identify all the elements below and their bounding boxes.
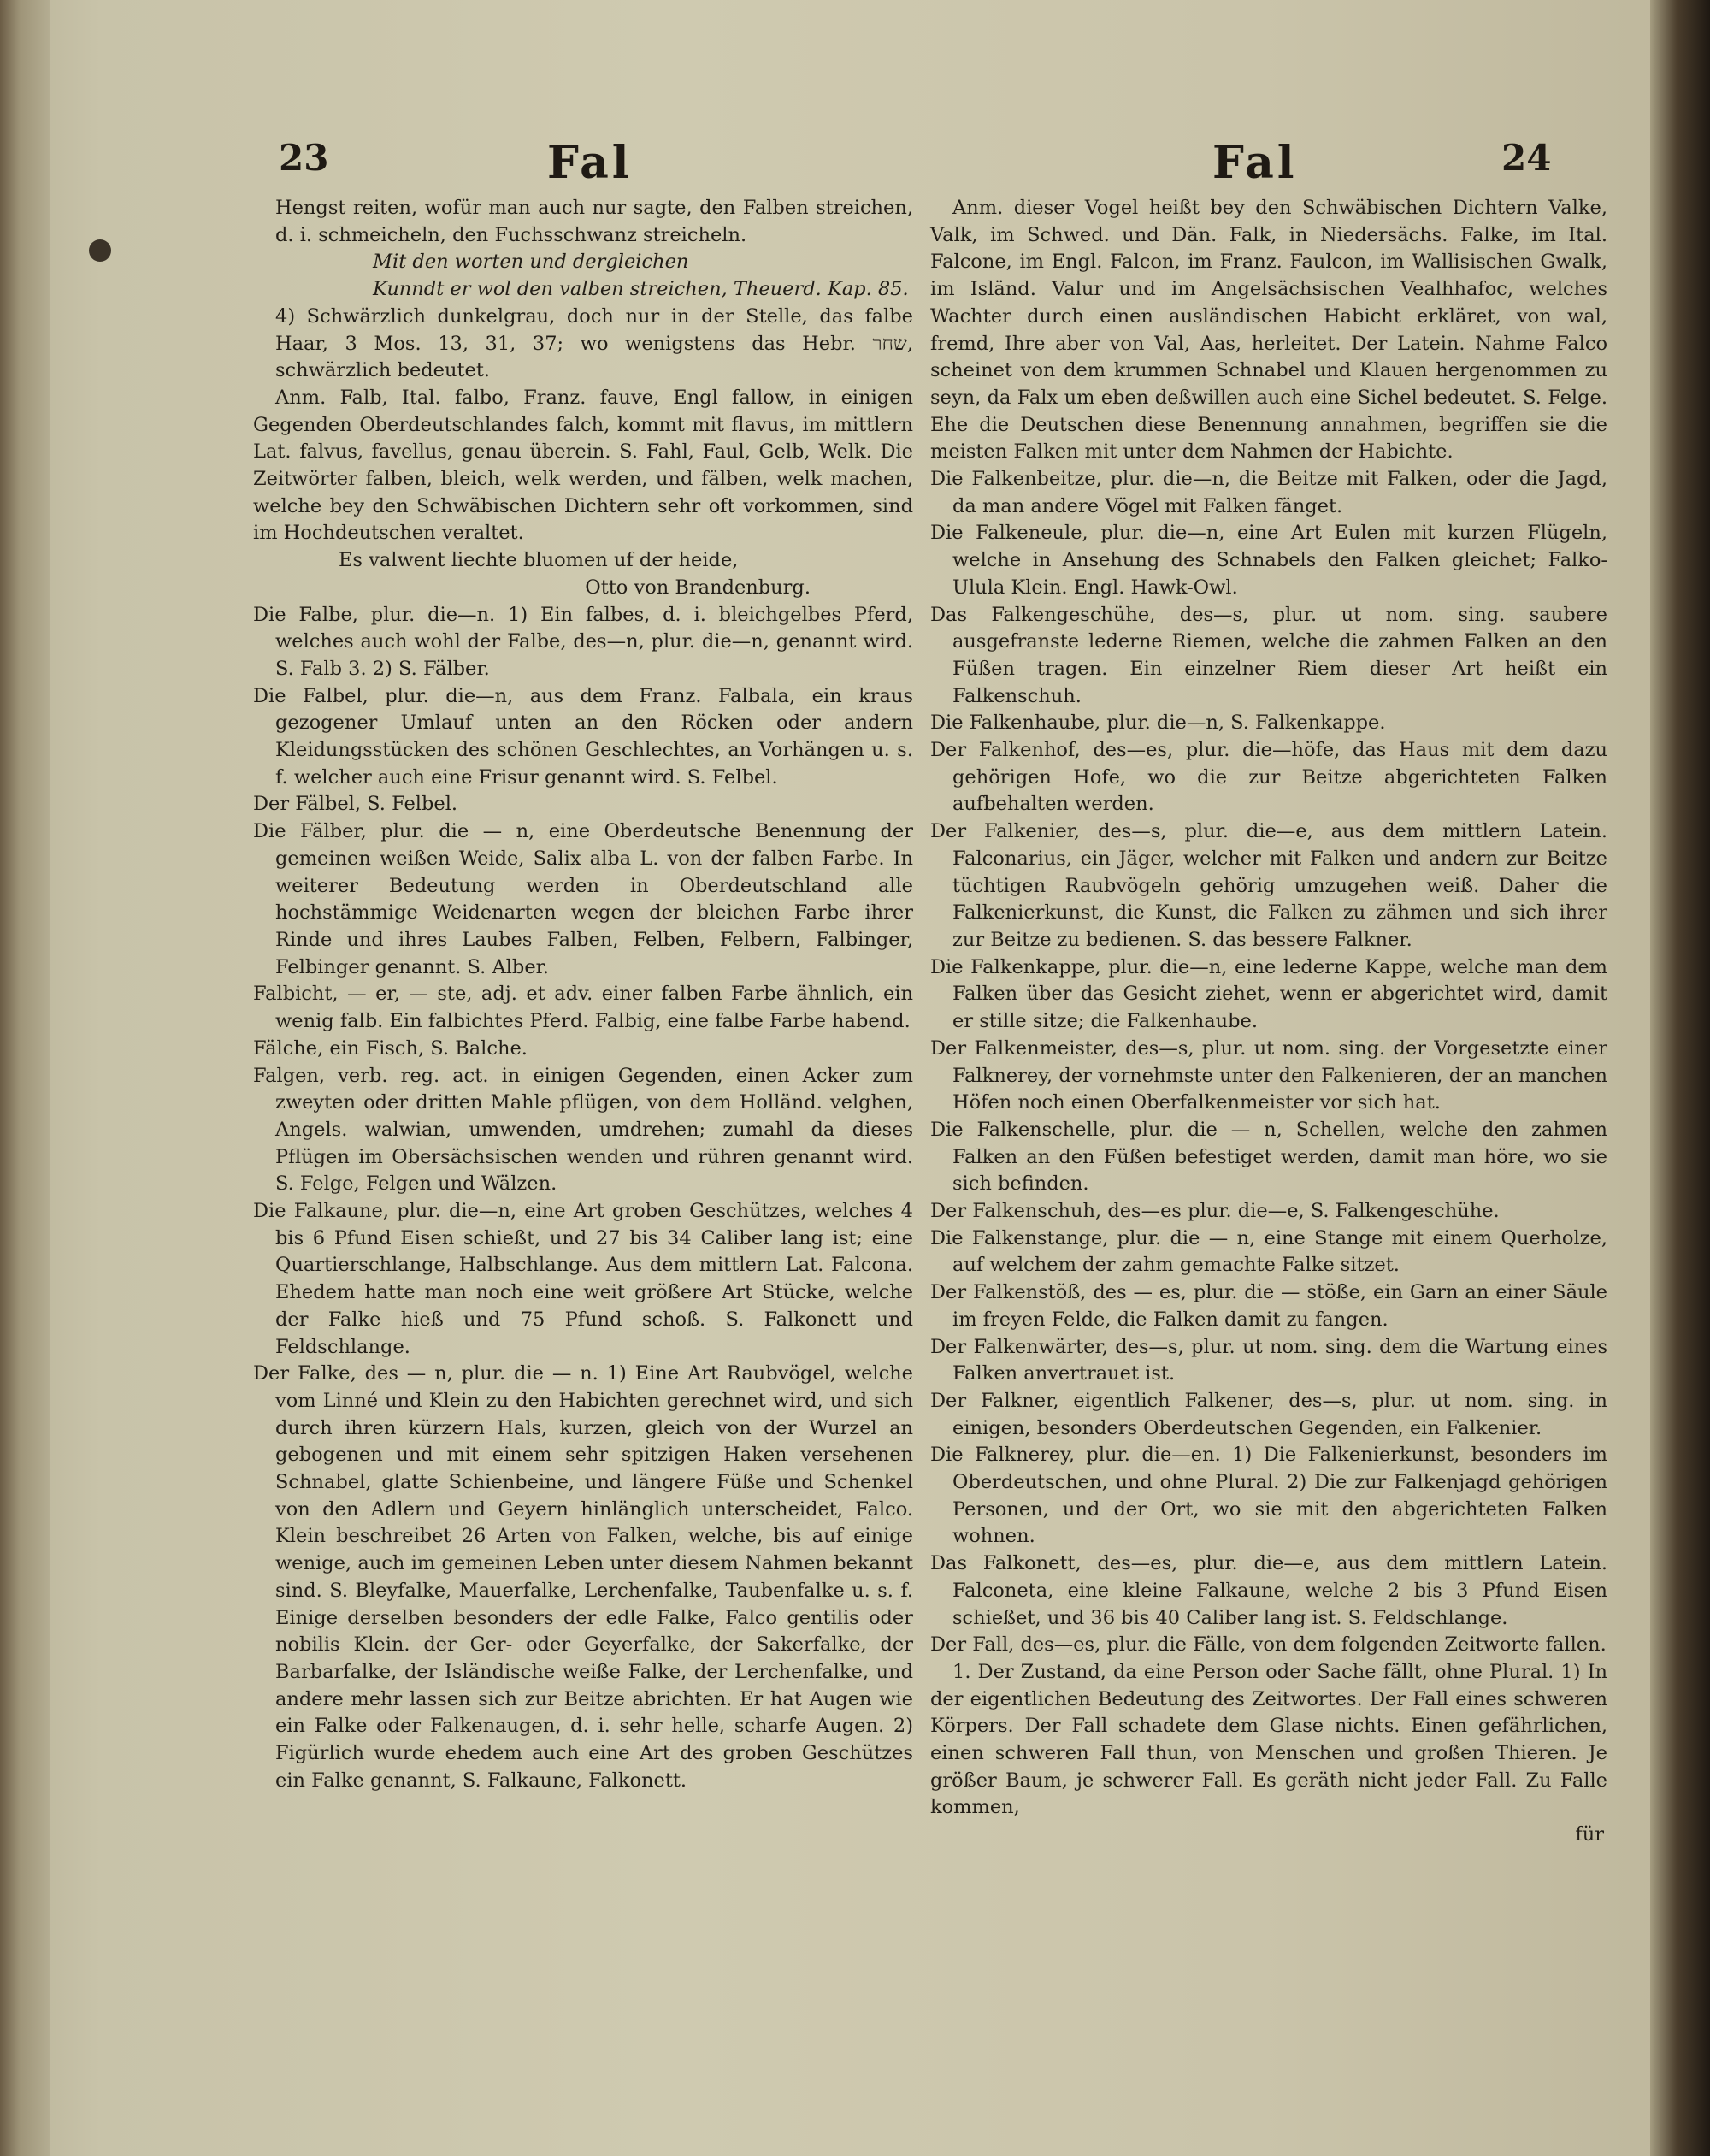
dictionary-entry: Fälche, ein Fisch, S. Balche.	[253, 1037, 528, 1060]
text-paragraph: Anm. Falb, Ital. falbo, Franz. fauve, Engl fallow, in einigen Gegenden Oberdeutschlandes falch, kommt mit flavus, im mittlern Lat. falvus, favellus, genau überein. S. Fahl, Faul, Gelb, Welk. Die Zeitwörter falben, bleich, welk werden, und fälben, welk machen, welche bey den Schwäbischen Dichtern sehr oft vorkommen, sind im Hochdeutschen veraltet.	[253, 386, 913, 545]
text-paragraph: Mit den worten und dergleichen	[373, 251, 689, 274]
binding-hole	[89, 239, 111, 262]
dictionary-entry: Die Fälber, plur. die — n, eine Oberdeutsche Benennung der gemeinen weißen Weide, Salix alba L. von der falben Farbe. In weiterer Bedeutung werden in Oberdeutschland alle hochstämmige Weidenarten wegen der bleichen Farbe ihrer Rinde und ihres Laubes Falben, Felben, Felbern, Falbinger, Felbinger genannt. S. Alber.	[253, 820, 913, 978]
dictionary-entry: Der Fälbel, S. Felbel.	[253, 793, 458, 816]
page-stack-edge	[0, 0, 50, 2156]
dictionary-entry: Der Falkenschuh, des—es plur. die—e, S. Falkengeschühe.	[930, 1200, 1500, 1223]
text-paragraph: Es valwent liechte bluomen uf der heide,	[339, 549, 739, 572]
dictionary-entry: Der Falke, des — n, plur. die — n. 1) Eine Art Raubvögel, welche vom Linné und Klein zu den Habichten gerechnet wird, und sich durch ihren kürzern Hals, kurzen, gleich von der Wurzel an gebogenen und mit einem sehr spitzigen Haken versehenen Schnabel, glatte Schienbeine, und längere Füße und Schenkel von den Adlern und Geyern hinlänglich unterscheidet, Falco. Klein beschreibet 26 Arten von Falken, welche, bis auf einige wenige, auch im gemeinen Leben unter diesem Nahmen bekannt sind. S. Bleyfalke, Mauerfalke, Lerchenfalke, Taubenfalke u. s. f. Einige derselben besonders der edle Falke, Falco gentilis oder nobilis Klein. der Ger- oder Geyerfalke, der Sakerfalke, der Barbarfalke, der Isländische weiße Falke, der Lerchenfalke, und andere mehr lassen sich zur Beitze abrichten. Er hat Augen wie ein Falke oder Falkenaugen, d. i. sehr helle, scharfe Augen. 2) Figürlich wurde ehedem auch eine Art des groben Geschützes ein Falke genannt, S. Falkaune, Falkonett.	[253, 1362, 913, 1792]
dictionary-entry: Der Falkenier, des—s, plur. die—e, aus dem mittlern Latein. Falconarius, ein Jäger, welcher mit Falken und andern zur Beitze tüchtigen Raubvögeln gehörig umzugehen weiß. Daher die Falkenierkunst, die Kunst, die Falken zu zähmen und sich ihrer zur Beitze zu bedienen. S. das bessere Falkner.	[930, 820, 1607, 951]
right-page-number: 24	[1501, 137, 1552, 179]
dictionary-entry: Der Falkenwärter, des—s, plur. ut nom. sing. dem die Wartung eines Falken anvertrauet ist.	[930, 1335, 1607, 1385]
text-paragraph: Hengst reiten, wofür man auch nur sagte, den Falben streichen, d. i. schmeicheln, den Fuchsschwanz streicheln.	[275, 197, 913, 246]
text-paragraph: 1. Der Zustand, da eine Person oder Sache fällt, ohne Plural. 1) In der eigentlichen Bedeutung des Zeitwortes. Der Fall eines schweren Körpers. Der Fall schadete dem Glase nichts. Einen gefährlichen, einen schweren Fall thun, von Menschen und großen Thieren. Je größer Baum, je schwerer Fall. Es geräth nicht jeder Fall. Zu Falle kommen,	[930, 1660, 1607, 1819]
dictionary-entry: Die Falknerey, plur. die—en. 1) Die Falkenierkunst, besonders im Oberdeutschen, und ohne Plural. 2) Die zur Falkenjagd gehörigen Personen, und der Ort, wo sie mit den abgerichteten Falken wohnen.	[930, 1444, 1607, 1548]
dictionary-entry: Der Fall, des—es, plur. die Fälle, von dem folgenden Zeitworte fallen.	[930, 1633, 1607, 1657]
dictionary-entry: Falgen, verb. reg. act. in einigen Gegenden, einen Acker zum zweyten oder dritten Mahle pflügen, von dem Holländ. velghen, Angels. walwian, umwenden, umdrehen; zumahl da dieses Pflügen im Obersächsischen wenden und rühren genannt wird. S. Felge, Felgen und Wälzen.	[253, 1064, 913, 1196]
text-paragraph: für	[1575, 1823, 1604, 1846]
left-column	[253, 195, 913, 1794]
dictionary-entry: Das Falkengeschühe, des—s, plur. ut nom. sing. saubere ausgefranste lederne Riemen, welche die zahmen Falken an den Füßen tragen. Ein einzelner Riem dieser Art heißt ein Falkenschuh.	[930, 603, 1607, 707]
dictionary-entry: Die Falkenhaube, plur. die—n, S. Falkenkappe.	[930, 712, 1386, 735]
dictionary-entry: Die Falbel, plur. die—n, aus dem Franz. Falbala, ein kraus gezogener Umlauf unten an den Röcken oder andern Kleidungsstücken des schönen Geschlechtes, an Vorhängen u. s. f. welcher auch eine Frisur genannt wird. S. Felbel.	[253, 684, 913, 789]
dictionary-entry: Falbicht, — er, — ste, adj. et adv. einer falben Farbe ähnlich, ein wenig falb. Ein falbichtes Pferd. Falbig, eine falbe Farbe habend.	[253, 983, 913, 1033]
dictionary-entry: Die Falkenstange, plur. die — n, eine Stange mit einem Querholze, auf welchem der zahm gemachte Falke sitzet.	[930, 1226, 1607, 1277]
dictionary-entry: Die Falkenbeitze, plur. die—n, die Beitze mit Falken, oder die Jagd, da man andere Vögel mit Falken fänget.	[930, 468, 1607, 517]
text-paragraph: Otto von Brandenburg.	[585, 576, 811, 599]
right-running-head: Fal	[1212, 137, 1298, 189]
dictionary-entry: Das Falkonett, des—es, plur. die—e, aus dem mittlern Latein. Falconeta, eine kleine Falkaune, welche 2 bis 3 Pfund Eisen schießet, und 36 bis 40 Caliber lang ist. S. Feldschlange.	[930, 1552, 1607, 1629]
right-column	[930, 195, 1607, 1849]
text-paragraph: 4) Schwärzlich dunkelgrau, doch nur in der Stelle, das falbe Haar, 3 Mos. 13, 31, 37; wo wenigstens das Hebr. שחר, schwärzlich bedeutet.	[275, 304, 913, 382]
dictionary-entry: Die Falkeneule, plur. die—n, eine Art Eulen mit kurzen Flügeln, welche in Ansehung des Schnabels den Falken gleichet; Falko-Ulula Klein. Engl. Hawk-Owl.	[930, 522, 1607, 599]
dictionary-entry: Der Falkenstöß, des — es, plur. die — stöße, ein Garn an einer Säule im freyen Felde, die Falken damit zu fangen.	[930, 1281, 1607, 1331]
dictionary-entry: Die Falbe, plur. die—n. 1) Ein falbes, d. i. bleichgelbes Pferd, welches auch wohl der Falbe, des—n, plur. die—n, genannt wird. S. Falb 3. 2) S. Fälber.	[253, 603, 913, 680]
left-running-head: Fal	[547, 137, 633, 189]
text-paragraph: Anm. dieser Vogel heißt bey den Schwäbischen Dichtern Valke, Valk, im Schwed. und Dän. Falk, in Niedersächs. Falke, im Ital. Falcone, im Engl. Falcon, im Franz. Faulcon, im Wallisischen Gwalk, im Isländ. Valur und im Angelsächsischen Vealhhafoc, welches Wachter durch einen ausländischen Habicht erkläret, von wal, fremd, Ihre aber von Val, Aas, herleitet. Der Latein. Nahme Falco scheinet von dem krummen Schnabel und Klauen hergenommen zu seyn, da Falx um eben deßwillen auch eine Sichel bedeutet. S. Felge. Ehe die Deutschen diese Benennung annahmen, begriffen sie die meisten Falken mit unter dem Nahmen der Habichte.	[930, 197, 1607, 464]
dictionary-entry: Der Falkenmeister, des—s, plur. ut nom. sing. der Vorgesetzte einer Falknerey, der vornehmste unter den Falkenieren, der an manchen Höfen noch einen Oberfalkenmeister vor sich hat.	[930, 1037, 1607, 1114]
dictionary-entry: Die Falkenschelle, plur. die — n, Schellen, welche den zahmen Falken an den Füßen befestiget werden, damit man höre, wo sie sich befinden.	[930, 1118, 1607, 1196]
dictionary-entry: Der Falkenhof, des—es, plur. die—höfe, das Haus mit dem dazu gehörigen Hofe, wo die zur Beitze abgerichteten Falken aufbehalten werden.	[930, 739, 1607, 816]
text-paragraph: Kunndt er wol den valben streichen, Theuerd. Kap. 85.	[373, 278, 909, 301]
dictionary-entry: Der Falkner, eigentlich Falkener, des—s, plur. ut nom. sing. in einigen, besonders Oberdeutschen Gegenden, ein Falkenier.	[930, 1389, 1607, 1439]
book-gutter-shadow	[1650, 0, 1710, 2156]
left-page-number: 23	[279, 137, 329, 179]
dictionary-entry: Die Falkenkappe, plur. die—n, eine lederne Kappe, welche man dem Falken über das Gesicht ziehet, wenn er abgerichtet wird, damit er stille sitze; die Falkenhaube.	[930, 955, 1607, 1033]
dictionary-entry: Die Falkaune, plur. die—n, eine Art groben Geschützes, welches 4 bis 6 Pfund Eisen schießt, und 27 bis 34 Caliber lang ist; eine Quartierschlange, Halbschlange. Aus dem mittlern Lat. Falcona. Ehedem hatte man noch eine weit größere Art Stücke, welche der Falke hieß und 75 Pfund schoß. S. Falkonett und Feldschlange.	[253, 1200, 913, 1358]
